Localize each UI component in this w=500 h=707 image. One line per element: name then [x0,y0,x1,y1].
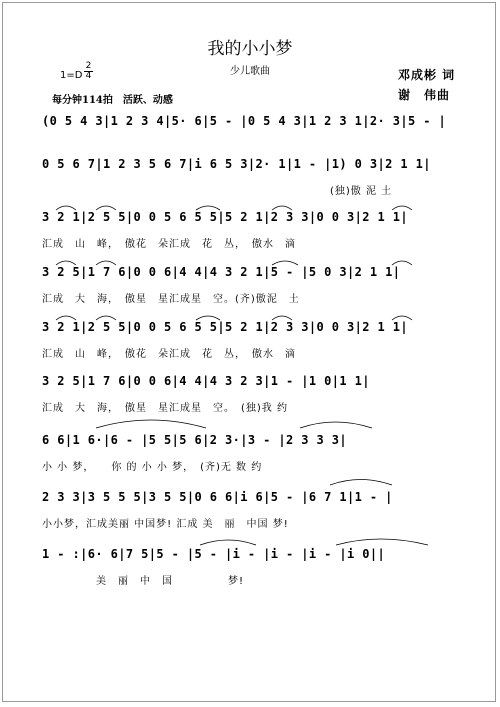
system-2-notes: 0 5 6 7|1 2 3 5 6 7|i 6 5 3|2· 1|1 - |1) 0 3|2 1 1| [42,157,431,171]
slur-mark [56,206,76,210]
slur-mark [272,261,298,265]
system-6-notes: 3 2 5|1 7 6|0 0 6|4 4|4 3 2 3|1 - |1 0|1 1| [42,374,370,388]
system-3-notes: 3 2 1|2 5 5|0 0 5 6 5 5|5 2 1|2 3 3|0 0 3|2 1 1| [42,210,408,224]
time-signature-bottom: 4 [85,71,92,81]
slur-mark [272,206,292,210]
slur-mark [96,206,116,210]
slur-mark [96,316,116,320]
system-6-lyrics: 汇成 大 海， 傲星 星汇成星 空。 (独)我 约 [42,403,288,414]
system-7-lyrics: 小 小 梦， 你 的 小 小 梦， (齐)无 数 约 [42,462,263,473]
system-8-notes: 2 3 3|3 5 5 5|3 5 5|0 6 6|i 6|5 - |6 7 1|1 - | [42,490,393,504]
system-7-notes: 6 6|1 6·|6 - |5 5|5 6|2 3·|3 - |2 3 3 3| [42,433,347,447]
slur-mark [200,540,256,545]
slur-mark [392,316,412,320]
slur-mark [56,261,76,265]
system-2-lyrics: (独)傲 泥 土 [330,186,393,197]
tempo-marking: 每分钟114拍 活跃、动感 [52,95,173,106]
system-5-notes: 3 2 1|2 5 5|0 0 5 6 5 5|5 2 1|2 3 3|0 0 3|2 1 1| [42,320,408,334]
slur-mark [56,316,76,320]
system-9-notes: 1 - :|6· 6|7 5|5 - |5 - |i - |i - |i - |i 0|| [42,547,386,561]
slur-mark [330,480,392,486]
slur-mark [272,316,292,320]
song-title: 我的小小梦 [207,39,293,59]
time-signature-top: 2 [85,61,92,71]
slur-mark [96,420,206,428]
system-1-notes: (0 5 4 3|1 2 3 4|5· 6|5 - |0 5 4 3|1 2 3 1|2· 3|5 - | [42,114,447,128]
system-8-lyrics: 小小梦，汇成美丽 中国梦! 汇成 美 丽 中国 梦! [42,519,289,530]
system-3-lyrics: 汇成 山 峰， 傲花 朵汇成 花 丛， 傲水 滴 [42,239,296,250]
system-9-lyrics: 美 丽 中 国 梦! [96,576,245,587]
composer-credit: 谢 伟曲 [398,88,451,102]
system-5-lyrics: 汇成 山 峰， 傲花 朵汇成 花 丛， 傲水 滴 [42,349,296,360]
slur-mark [196,316,220,320]
slur-mark [196,206,220,210]
system-4-notes: 3 2 5|1 7 6|0 0 6|4 4|4 3 2 1|5 - |5 0 3|2 1 1| [42,265,401,279]
slur-mark [336,539,428,545]
slur-mark [96,261,116,265]
slur-mark [300,422,372,428]
slur-mark [392,206,412,210]
lyricist-credit: 邓成彬 词 [398,68,456,82]
song-subtitle: 少儿歌曲 [230,66,270,77]
key-signature: 1=D [60,70,83,81]
slur-mark [392,261,412,265]
system-4-lyrics: 汇成 大 海， 傲星 星汇成星 空。(齐)傲泥 土 [42,294,300,305]
